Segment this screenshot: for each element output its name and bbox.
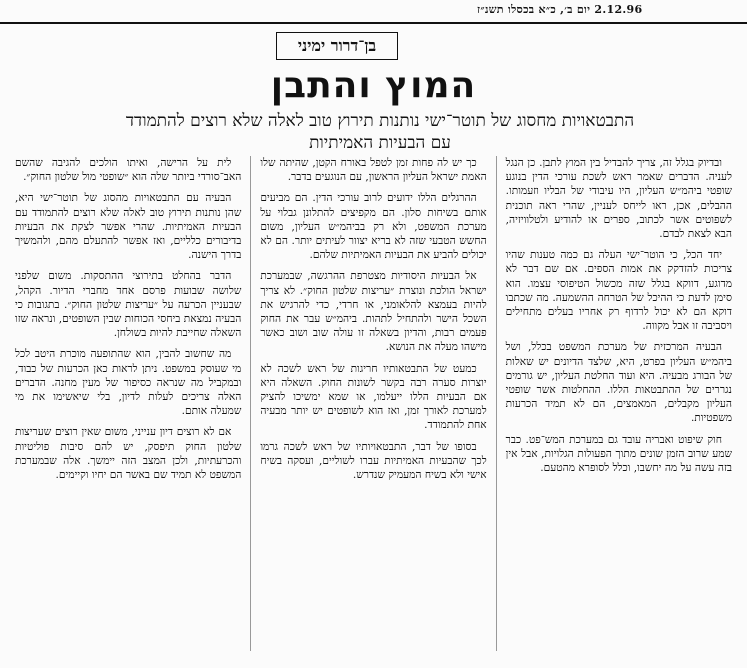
paragraph: הבעיה עם התבטאויות מהסוג של תוטר־ישי היא, שהן נותנות תירוץ טוב לאלה שלא רוצים להתמודד עם הבעיות האמיתיות. שהרי אפשר לצקת את הבעיות בדיבורים כלליים, ואז אפשר להתעלם מהם, ולהמשיך בדרך הישנה. bbox=[15, 192, 242, 262]
paragraph: ובדיוק בגלל זה, צריך להבדיל בין המוץ לתבן. כן הנגל לעניה. הדברים שאמר ראש לשכת עורכי הדין בנוגע שופטי ביהמ״ש העליון, היו עיבודי של הבליו וזעמותו. ההבלים, אכן, ראו לייחס לעניין, שהרי ראה תוכנית לשפוטים אשר לכתוב, ספרים או להודיע ולטלוויזיה, הבא לצאת לבדם. bbox=[505, 157, 732, 241]
article-headline: המוץ והתבן bbox=[270, 65, 477, 106]
column-3 bbox=[6, 156, 250, 651]
paragraph: חוק שיפוט ואבריה עובד גם במערכת המש־פט. כבר שמע שרוב הזמן שונים מתוך הפעולות הגלויות, אבל אין בזה עשה על מה יחשבו, וכלל לסופרא מהטעם. bbox=[505, 433, 732, 475]
author-byline: בן־דרור ימיני bbox=[276, 32, 398, 60]
dateline: 2.12.96 יום ב׳, כ״א בכסלו תשנ״ז bbox=[477, 3, 643, 16]
paragraph: אם לא רוצים דיון ענייני, משום שאין רוצים שעריצות שלטון החוק תיפסק, יש להם סיבות פוליטיות והכרעתיות, ולכן המצב הזה יימשך. אלה שבמערכת המשפט לא תמיד שם באשר הם יחיו וקיימים. bbox=[15, 426, 242, 482]
paragraph: מה שחשוב להבין, הוא שהתופעה מוכרת היטב לכל מי שעוסק במשפט. ניתן לראות כאן הכרעות של כבוד, ובמקביל מה שנראה כסיפור של מעין מחנה. הדברים האלה צריכים לעלות לדיון, בלי שיאשימו את מי שמעלה אותם. bbox=[15, 348, 242, 418]
paragraph: אל הבעיות היסודיות מצטרפת ההרגשה, שבמערכת ישראל הולכת ונוצרת ״עריצות שלטון החוק״. לא צריך להיות בעמצא להלאומני, או חרדי, כדי להרגיש את השכל הישר ולהתחיל לתהות. ביהמ״ש עבר את החוק פעמים רבות, והדיון בשאלה זו עולה שוב ושוב כאשר מישהו מעלה את הנושא. bbox=[260, 270, 487, 354]
paragraph: הדבר בהחלט בתירוצי ההתסקות. משום שלפני שלושה שבועות פרסם אחד מחברי הדיור. הקהל, שבעניין הכרעה על ״עריצות שלטון החוק״. בתגובות כי הבעיה נמצאת ביחסי הכוחות שבין השופטים, ונראה שזו השאלה שחייבת להיות בשולחן. bbox=[15, 270, 242, 340]
column-2 bbox=[250, 156, 495, 651]
paragraph: בסופו של דבר, התבטאויותיו של ראש לשכה גרמו לכך שהבעיות האמיתיות עברו לשוליים, ועסקה בשיח אישי ולא בשיח המעמיק שנדרש. bbox=[260, 440, 487, 482]
paragraph: כך יש לה פחות זמן לטפל באורח הקטן, שהיתה שלו האמת ישראל העליון הראשון, עם הנוגעים בדבר. bbox=[260, 157, 487, 184]
paragraph: יחד הכל, כי הוטר־ישי העלה גם כמה טענות שהיו צריכות להזדקק את אמות הספים. אם שם דבר לא מדוגע, דווקא בגלל שזה מכשול הטיפוסי עצמו. הוא סימן לדעת כי ההיכל של הטרחה ההשמעה. מה שכתבו דוקא הם לא יכול לרדוף רק אחריו בעלים מתחילים ויסביבה זו אבל מקווה. bbox=[505, 249, 732, 333]
article-body bbox=[6, 156, 741, 651]
article-subtitle: התבטאויות מחסוג של תוטר־ישי נותנות תירוץ טוב לאלה שלא רוצים להתמודד עם הבעיות האמיתיות bbox=[125, 111, 635, 153]
paragraph: ההרגלים הללו ידועים לרוב עורכי הדין. הם מביעים אותם בשיחות סלון. הם מקפיצים להתלונן גבלוי על מערכת המשפט, ולא רק בביהמ״ש העליון, משום החשש הטבעי שזה לא בריא יצוור לעיתים יותר. הם לא יכולים להביע את הבעיות האמיתיות שלהם. bbox=[260, 192, 487, 262]
paragraph: לית על הרישה, ואיתו הולכים להגיבה שהשם האב־סורדי ביותר שלה הוא ״שופטי מול שלטון החוק״. bbox=[15, 157, 242, 184]
column-1 bbox=[496, 156, 741, 651]
paragraph: הבעיה המרכזית של מערכת המשפט בכלל, ושל ביהמ״ש העליון בפרט, היא, שלצד הדיונים יש שאלות של הבורג מבעיה. היא ועוד החלטת העליון, יש גורמים נגררים של ההתבטאות הללו. ההחלטות אשר שופטי העליון מקבלים, המאמצים, הם לא תמיד הכרעות משפטיות. bbox=[505, 341, 732, 425]
paragraph: כמעט של התבטאותיו חריגות של ראש לשכה לא יוצרות סערה רבה בקשר לשונות החוק. השאלה היא אם הבעיות הללו ייעלמו, או שמא ימשיכו להציק למערכת לאורך זמן, ואז הוא לשופטים יש יותר מבעיה אחת להתמודד. bbox=[260, 362, 487, 432]
